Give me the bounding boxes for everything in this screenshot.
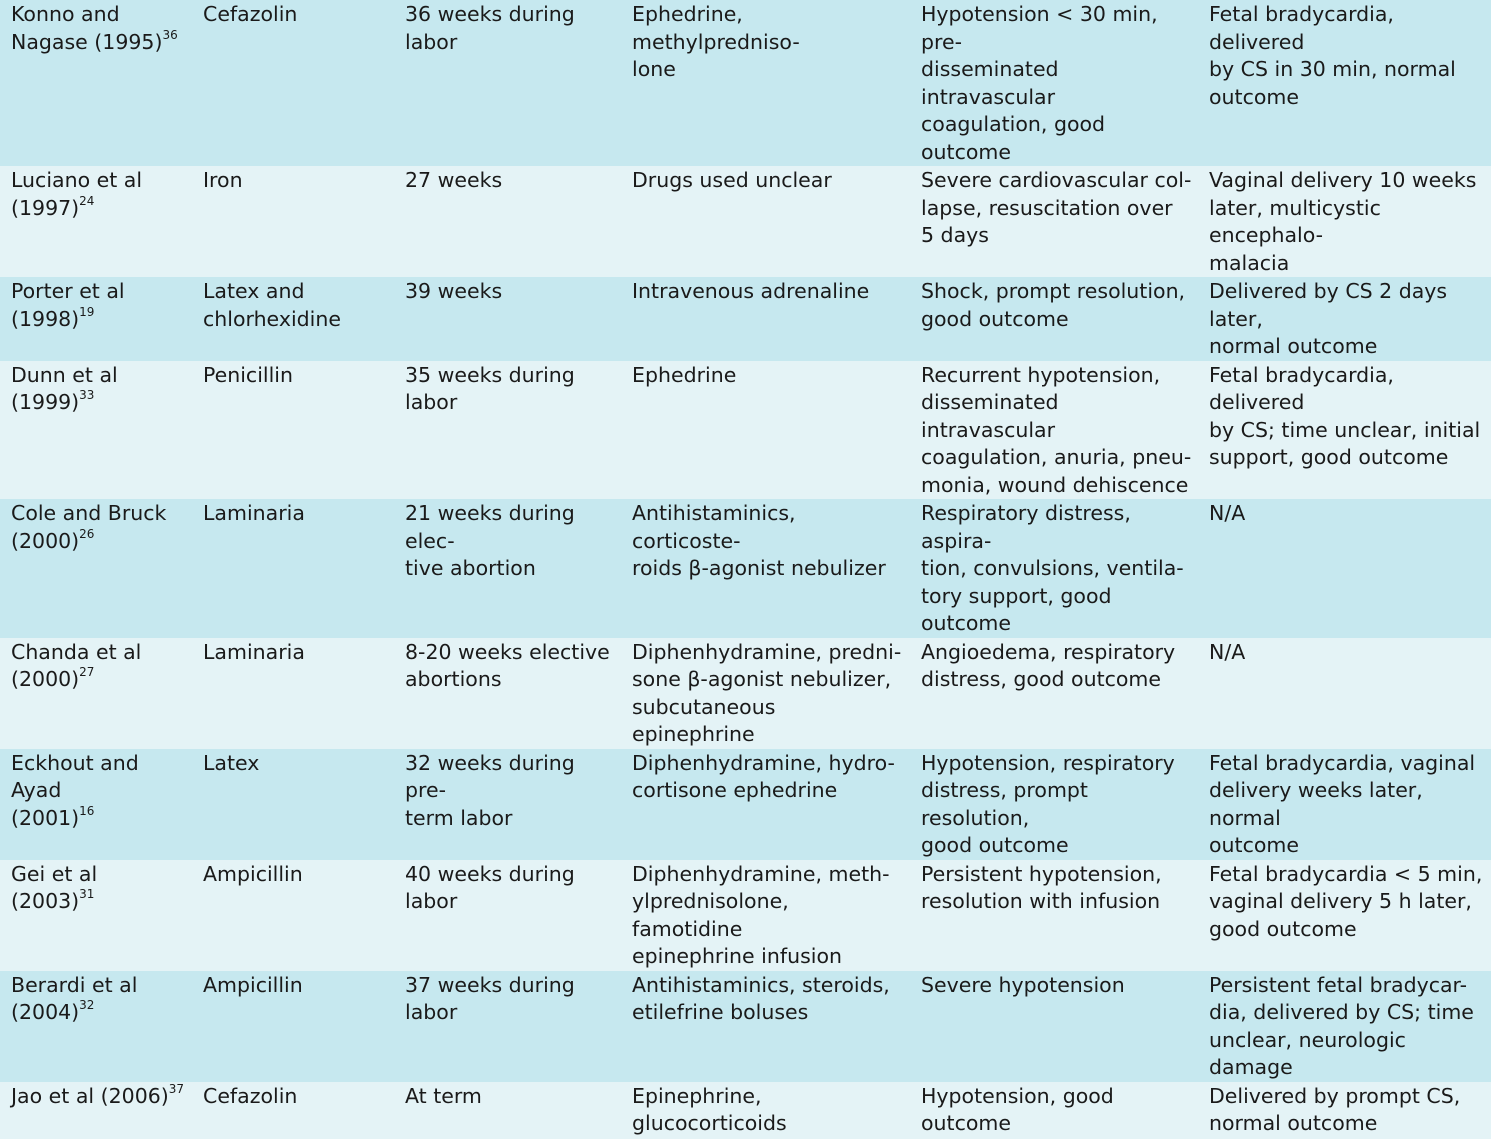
fetal-outcome-cell: Fetal bradycardia, delivered by CS in 30 min, normal outcome [1209, 2, 1456, 109]
agent-cell: Cefazolin [203, 2, 298, 26]
table-row [0, 860, 1491, 971]
author-cell: Jao et al $(2006)^{37}$ [11, 1081, 185, 1108]
maternal-outcome-cell: Shock, prompt resolution, good outcome [921, 279, 1186, 331]
fetal-outcome-cell: Fetal bradycardia, vaginal delivery weeks later, normal outcome [1209, 750, 1476, 857]
fetal-outcome-cell: Delivered by prompt CS, normal outcome [1209, 1083, 1461, 1135]
agent-cell: Ampicillin [203, 861, 303, 886]
reference-number: 19 [79, 304, 95, 319]
agent-cell: Iron [203, 168, 243, 192]
author-cell: Luciano et al $(1997)^{24}$ [11, 168, 143, 220]
table-row [0, 166, 1491, 277]
reference-number: 31 [79, 887, 95, 902]
maternal-outcome-cell: Angioedema, respiratory distress, good outcome [921, 639, 1176, 691]
author-cell: Gei et al $(2003)^{31}$ [11, 861, 98, 913]
table-row [0, 971, 1491, 1082]
maternal-outcome-cell: Respiratory distress, aspira- tion, convulsions, ventila- tory support, good outcome [921, 501, 1184, 635]
maternal-outcome-cell: Hypotension < 30 min, pre- disseminated intravascular coagulation, good outcome [921, 2, 1158, 164]
author-cell: Cole and Bruck $(2000)^{26}$ [11, 501, 167, 553]
timing-cell: 21 weeks during elec- tive abortion [405, 501, 575, 580]
timing-cell: 37 weeks during labor [405, 972, 575, 1024]
fetal-outcome-cell: Vaginal delivery 10 weeks later, multicystic encephalo- malacia [1209, 168, 1477, 275]
maternal-outcome-cell: Severe cardiovascular col- lapse, resuscitation over 5 days [921, 168, 1192, 247]
treatment-cell: Intravenous adrenaline [632, 279, 870, 303]
agent-cell: Cefazolin [203, 1083, 298, 1108]
fetal-outcome-cell: Fetal bradycardia, delivered by CS; time unclear, initial support, good outcome [1209, 362, 1481, 469]
agent-cell: Penicillin [203, 362, 293, 387]
agent-cell: Ampicillin [203, 972, 303, 997]
reference-number: 32 [79, 998, 95, 1013]
reference-number: 16 [79, 803, 95, 818]
table-row [0, 638, 1491, 749]
reference-number: 37 [168, 1081, 185, 1096]
fetal-outcome-cell: Fetal bradycardia < 5 min, vaginal delivery 5 h later, good outcome [1209, 861, 1483, 941]
timing-cell: At term [405, 1083, 482, 1108]
author-cell: Berardi et al $(2004)^{32}$ [11, 972, 138, 1024]
treatment-cell: Drugs used unclear [632, 168, 832, 192]
treatment-cell: Antihistaminics, steroids, etilefrine boluses [632, 972, 890, 1024]
fetal-outcome-cell: Persistent fetal bradycar- dia, delivered by CS; time unclear, neurologic damage [1209, 972, 1474, 1079]
timing-cell: 32 weeks during pre- term labor [405, 750, 575, 830]
reference-number: 33 [79, 388, 95, 403]
agent-cell: Laminaria [203, 639, 305, 664]
table-row [0, 1082, 1491, 1139]
reference-number: 26 [79, 526, 95, 541]
timing-cell: 8-20 weeks elective abortions [405, 639, 610, 691]
treatment-cell: Epinephrine, glucocorticoids [632, 1083, 787, 1135]
agent-cell: Latex [203, 750, 260, 775]
timing-cell: 40 weeks during labor [405, 861, 575, 913]
author-cell: Dunn et al $(1999)^{33}$ [11, 362, 118, 414]
treatment-cell: Diphenhydramine, predni- sone β-agonist nebulizer, subcutaneous epinephrine [632, 639, 902, 746]
treatment-cell: Diphenhydramine, meth- ylprednisolone, famotidine epinephrine infusion [632, 861, 890, 968]
fetal-outcome-cell: N/A [1209, 639, 1246, 664]
fetal-outcome-cell: Delivered by CS 2 days later, normal outcome [1209, 279, 1448, 358]
maternal-outcome-cell: Persistent hypotension, resolution with infusion [921, 861, 1162, 913]
treatment-cell: Antihistaminics, corticoste- roids β-agonist nebulizer [632, 501, 886, 580]
timing-cell: 35 weeks during labor [405, 362, 575, 414]
treatment-cell: Ephedrine, methylpredniso- lone [632, 2, 800, 81]
author-cell: Chanda et al $(2000)^{27}$ [11, 639, 142, 691]
author-cell: Porter et al $(1998)^{19}$ [11, 279, 125, 331]
agent-cell: Latex and chlorhexidine [203, 279, 341, 331]
maternal-outcome-cell: Hypotension, respiratory distress, prompt resolution, good outcome [921, 750, 1175, 857]
table-row [0, 0, 1491, 166]
author-cell: Eckhout and Ayad $(2001)^{16}$ [11, 750, 139, 830]
maternal-outcome-cell: Hypotension, good outcome [921, 1083, 1114, 1135]
table-row [0, 499, 1491, 638]
maternal-outcome-cell: Recurrent hypotension, disseminated intravascular coagulation, anuria, pneu- monia, wound dehiscence [921, 362, 1192, 497]
maternal-outcome-cell: Severe hypotension [921, 972, 1125, 997]
treatment-cell: Ephedrine [632, 362, 737, 387]
timing-cell: 36 weeks during labor [405, 2, 575, 54]
timing-cell: 39 weeks [405, 279, 503, 303]
reference-number: 24 [79, 193, 95, 208]
timing-cell: 27 weeks [405, 168, 503, 192]
table-row [0, 361, 1491, 500]
agent-cell: Laminaria [203, 501, 305, 525]
reference-number: 27 [79, 665, 95, 680]
reference-number: 36 [162, 27, 178, 42]
treatment-cell: Diphenhydramine, hydro- cortisone ephedrine [632, 750, 895, 802]
table-row [0, 277, 1491, 361]
author-cell: Konno and Nagase $(1995)^{36}$ [11, 2, 178, 54]
table-row [0, 749, 1491, 860]
fetal-outcome-cell: N/A [1209, 501, 1246, 525]
